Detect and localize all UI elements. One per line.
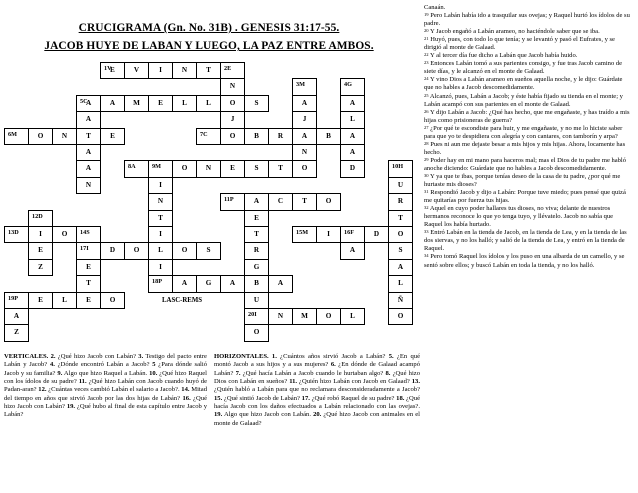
cell-letter: A	[109, 98, 116, 107]
crossword-cell	[28, 210, 53, 227]
cell-letter: N	[301, 148, 308, 156]
crossword-cell	[196, 62, 221, 79]
cell-letter: T	[206, 66, 211, 74]
crossword-cell	[4, 128, 29, 145]
cell-letter: R	[253, 246, 260, 255]
crossword-cell	[148, 193, 173, 210]
cell-letter: I	[159, 180, 162, 189]
cell-letter: L	[182, 98, 187, 107]
verse-paragraph	[424, 253, 633, 269]
verse-paragraph	[424, 52, 633, 60]
cell-letter: S	[254, 164, 259, 173]
crossword-cell	[196, 275, 221, 292]
crossword-cell	[196, 160, 221, 177]
cell-number: 12D	[32, 212, 43, 220]
crossword-cell	[148, 95, 173, 112]
cell-letter: T	[278, 164, 283, 173]
crossword-cell	[196, 128, 221, 145]
crossword-cell	[388, 292, 413, 309]
cell-number: 16F	[344, 229, 354, 236]
crossword-cell	[124, 95, 149, 112]
cell-letter: L	[350, 312, 355, 320]
cell-letter: A	[253, 197, 260, 206]
cell-letter: L	[206, 98, 211, 107]
cell-letter: O	[181, 164, 188, 173]
cell-number: 17I	[80, 245, 89, 253]
cell-number: 6M	[8, 130, 17, 138]
crossword-cell	[76, 95, 101, 112]
verse-number: 27	[424, 124, 429, 130]
crossword-cell	[76, 292, 101, 309]
cell-letter: O	[37, 131, 44, 140]
cell-letter: N	[61, 131, 68, 140]
crossword-cell	[196, 95, 221, 112]
crossword-cell	[100, 128, 125, 145]
crossword-cell	[388, 275, 413, 292]
cell-letter: O	[133, 246, 140, 255]
cell-letter: N	[157, 197, 164, 206]
crossword-cell	[292, 193, 317, 210]
cell-letter: I	[327, 230, 330, 238]
cell-letter: N	[277, 312, 284, 320]
cell-letter: A	[86, 98, 92, 107]
verse-text: Y ya que te ibas, porque tenías deseo de la casa de tu padre, ¿por qué me hurtaste mis dioses?	[424, 172, 621, 189]
verse-number: 30	[424, 172, 429, 178]
verse-text: Respondió Jacob y dijo a Labán: Porque tuve miedo; pues pensé que quizá me quitarías por fuerza tus hijas.	[424, 189, 626, 205]
crossword-cell	[100, 95, 125, 112]
verse-paragraph	[424, 4, 633, 12]
crossword-cell	[52, 292, 77, 309]
verse-paragraph	[424, 205, 633, 229]
cell-letter: T	[86, 131, 91, 140]
cell-letter: O	[109, 295, 116, 304]
cell-letter: Z	[14, 328, 19, 337]
cell-letter: A	[85, 148, 92, 156]
crossword-grid	[4, 62, 414, 342]
cell-letter: O	[229, 131, 236, 140]
cell-letter: A	[349, 246, 356, 255]
cell-letter: G	[205, 279, 212, 288]
cell-letter: O	[397, 312, 404, 320]
cell-letter: J	[302, 115, 307, 124]
crossword-cell	[28, 242, 53, 259]
crossword-cell	[220, 111, 245, 128]
crossword-cell	[340, 78, 365, 95]
cell-letter: D	[109, 246, 116, 255]
cell-letter: O	[325, 312, 332, 320]
crossword-cell	[244, 95, 269, 112]
cell-letter: B	[326, 131, 331, 140]
cell-letter: E	[38, 246, 43, 255]
verse-number: 32	[424, 205, 429, 211]
verse-number: 23	[424, 60, 429, 66]
cell-letter: O	[61, 230, 68, 238]
cell-letter: N	[229, 82, 236, 91]
cell-number: 11P	[224, 196, 234, 204]
crossword-cell	[268, 308, 293, 325]
crossword-cell	[244, 193, 269, 210]
crossword-cell	[28, 128, 53, 145]
crossword-cell	[4, 324, 29, 341]
cell-letter: A	[301, 98, 308, 107]
crossword-cell	[76, 275, 101, 292]
cell-letter: N	[85, 180, 92, 189]
crossword-cell	[364, 226, 389, 243]
verse-text: Y dijo Labán a Jacob: ¿Qué has hecho, que me engañaste, y has traído a mis hijas como prisioneras de guerra?	[424, 108, 630, 124]
crossword-cell	[292, 128, 317, 145]
cell-letter: E	[110, 131, 115, 140]
verse-paragraph	[424, 60, 633, 76]
cell-letter: R	[277, 131, 284, 140]
crossword-cell	[220, 275, 245, 292]
crossword-cell	[340, 308, 365, 325]
cell-letter: E	[110, 66, 115, 74]
verse-number: 26	[424, 108, 429, 114]
verse-number: 25	[424, 92, 429, 98]
crossword-cell	[340, 226, 365, 243]
crossword-cell	[124, 62, 149, 79]
cell-letter: A	[181, 279, 188, 288]
crossword-cell	[148, 177, 173, 194]
crossword-cell	[268, 275, 293, 292]
cell-letter: S	[206, 246, 211, 255]
verse-text: Y vino Dios a Labán arameo en sueños aquella noche, y le dijo: Guárdate que no hables a Jacob descomedidamente.	[424, 76, 623, 92]
crossword-cell	[316, 226, 341, 243]
crossword-cell	[268, 160, 293, 177]
verse-paragraph	[424, 189, 633, 205]
cell-letter: U	[253, 295, 260, 304]
crossword-cell	[244, 308, 269, 325]
cell-letter: A	[85, 164, 92, 173]
verse-text: Pero Labán había ido a trasquilar sus ovejas; y Raquel hurtó los ídolos de su padre.	[424, 12, 630, 28]
verse-text: ¿Por qué te escondiste para huir, y me engañaste, y no me lo hiciste saber para que yo te despidiera con alegría y con cantares, con tamborín y arpa?	[424, 124, 623, 140]
verse-paragraph	[424, 173, 633, 189]
verse-text: Poder hay en mi mano para haceros mal; mas el Dios de tu padre me habló anoche diciendo: Guárdate que no hables a Jacob descomedidamente.	[424, 156, 627, 172]
cell-letter: T	[254, 230, 259, 238]
cell-number: 18P	[152, 278, 162, 286]
crossword-cell	[172, 62, 197, 79]
verse-text: Aquel en cuyo poder hallares tus dioses, no viva; delante de nuestros hermanos reconoce lo que yo tenga tuyo, y llévatelo. Jacob no sabía que Raquel los había hurtado.	[424, 205, 614, 229]
crossword-cell	[340, 242, 365, 259]
cell-letter: L	[350, 115, 355, 124]
cell-number: 19P	[8, 294, 18, 302]
crossword-cell	[388, 177, 413, 194]
verse-paragraph	[424, 12, 633, 28]
crossword-cell	[172, 95, 197, 112]
verse-text: Pues ni aun me dejaste besar a mis hijos y mis hijas. Ahora, locamente has hecho.	[424, 140, 626, 156]
crossword-cell	[244, 160, 269, 177]
verse-text: Alcanzó, pues, Labán a Jacob; y éste había fijado su tienda en el monte; y Labán acampó con sus parientes en el monte de Galaad.	[424, 92, 623, 108]
verse-number: 19	[424, 12, 429, 18]
cell-letter: A	[229, 279, 236, 288]
verse-paragraph	[424, 76, 633, 92]
solution-label: LASC-REMS	[162, 296, 203, 304]
crossword-cell	[388, 242, 413, 259]
verse-paragraph	[424, 93, 633, 109]
cell-letter: B	[254, 131, 259, 140]
crossword-cell	[76, 226, 101, 243]
cell-letter: E	[38, 295, 43, 304]
cell-letter: N	[181, 66, 188, 74]
horizontal-clues: HORIZONTALES. 1. ¿Cuántos años sirvió Jacob a Labán? 5. ¿En qué montó Jacob a sus hijos y a sus mujeres? 6. ¿En dónde de Galaad acampó Labán? 7. ¿Qué hacía Labán a Jacob cuando le hurtaban algo? 8. ¿Qué hizo Dios con Labán en sueños? 11. ¿Quién hizo Labán con Jacob en Galaad? 13. ¿Quién habló a Labán para que no reclamara desconsideradamente a Jacob? 15. ¿Qué sintió Jacob de Labán? 17. ¿Qué robó Raquel de su padre? 18. ¿Qué hacía Jacob con los daños efectuados a Labán relacionado con las ovejas?. 19. Algo que hizo Jacob con Labán. 20. ¿Qué hizo Jacob con animales en el monte de Galaad?	[214, 353, 421, 427]
cell-letter: I	[159, 66, 162, 74]
crossword-cell	[244, 275, 269, 292]
cell-letter: I	[159, 230, 162, 238]
cell-number: 1V	[104, 65, 112, 72]
cell-letter: S	[254, 98, 259, 107]
crossword-cell	[388, 193, 413, 210]
cell-letter: O	[325, 197, 332, 206]
cell-letter: O	[397, 230, 404, 238]
cell-letter: E	[86, 262, 91, 271]
cell-letter: M	[133, 98, 140, 107]
crossword-cell	[28, 259, 53, 276]
crossword-cell	[292, 144, 317, 161]
verse-paragraph	[424, 109, 633, 125]
crossword-cell	[340, 160, 365, 177]
crossword-cell	[76, 144, 101, 161]
crossword-cell	[148, 210, 173, 227]
crossword-cell	[244, 292, 269, 309]
crossword-cell	[148, 226, 173, 243]
verse-number: 29	[424, 156, 429, 162]
cell-letter: I	[39, 230, 42, 238]
crossword-cell	[100, 292, 125, 309]
cell-letter: A	[349, 148, 356, 156]
cell-number: 14S	[80, 229, 90, 236]
crossword-cell	[292, 95, 317, 112]
cell-letter: O	[229, 98, 236, 107]
verse-text: Y Jacob engañó a Labán arameo, no haciéndole saber que se iba.	[428, 28, 600, 36]
crossword-cell	[76, 177, 101, 194]
verse-paragraph	[424, 157, 633, 173]
crossword-cell	[220, 128, 245, 145]
cell-number: 5C	[80, 97, 88, 105]
crossword-cell	[124, 160, 149, 177]
cell-letter: B	[254, 279, 259, 288]
crossword-cell	[220, 95, 245, 112]
crossword-cell	[268, 128, 293, 145]
verse-paragraph	[424, 125, 633, 141]
verse-paragraph	[424, 36, 633, 52]
cell-letter: V	[133, 66, 140, 74]
crossword-cell	[316, 308, 341, 325]
verse-number: 31	[424, 189, 429, 195]
cell-letter: E	[86, 295, 91, 304]
crossword-cell	[316, 193, 341, 210]
cell-letter: D	[373, 230, 380, 238]
verse-text: Entonces Labán tomó a sus parientes consigo, y fue tras Jacob camino de siete días, y le alcanzó en el monte de Galaad.	[424, 60, 623, 76]
crossword-cell	[220, 62, 245, 79]
crossword-cell	[172, 275, 197, 292]
crossword-cell	[28, 292, 53, 309]
cell-number: 9M	[152, 163, 161, 171]
cell-letter: N	[205, 164, 212, 173]
crossword-cell	[76, 259, 101, 276]
crossword-cell	[316, 128, 341, 145]
cell-number: 15M	[296, 229, 309, 236]
cell-letter: A	[277, 279, 284, 288]
verse-number: 22	[424, 52, 429, 58]
crossword-cell	[292, 308, 317, 325]
crossword-cell	[220, 78, 245, 95]
verse-paragraph	[424, 28, 633, 36]
crossword-cell	[148, 242, 173, 259]
verse-number: 34	[424, 253, 429, 259]
cell-number: 3M	[296, 81, 305, 89]
crossword-cell	[52, 226, 77, 243]
vertical-clues: VERTICALES. 2. ¿Qué hizo Jacob con Labán? 3. Testigo del pacto entre Labán y Jacob? 4. ¿Dónde encontró Labán a Jacob? 5 ¿Para dónde salió Jacob y su familia? 9. Algo que hizo Raquel a Labán. 10. ¿Qué hizo Raquel con los ídolos de su padre? 11. ¿Qué hizo Labán con Jacob cuando huyó de Padan-aran? 12. ¿Cuántas veces cambió Labán el salario a Jacob?. 14. Mitad del tiempo en años que sirvió Jacob por las dos hijas de Labán? 16. ¿Qué hizo Jacob con Labán? 19. ¿Qué hubo al final de esta capítulo entre Jacob y Labán?	[4, 353, 208, 419]
cell-letter: A	[13, 312, 20, 320]
cell-number: 8A	[128, 163, 136, 171]
verse-paragraph	[424, 229, 633, 253]
crossword-cell	[76, 128, 101, 145]
verse-text: Y al tercer día fue dicho a Labán que Jacob había huido.	[428, 52, 578, 60]
crossword-cell	[244, 242, 269, 259]
cell-letter: A	[301, 131, 308, 140]
verse-number: 24	[424, 76, 429, 82]
crossword-cell	[388, 226, 413, 243]
cell-letter: C	[277, 197, 284, 206]
cell-letter: A	[349, 131, 356, 140]
crossword-subtitle: JACOB HUYE DE LABAN Y LUEGO, LA PAZ ENTRE AMBOS.	[44, 40, 374, 52]
cell-number: 2E	[224, 65, 232, 72]
cell-letter: L	[158, 246, 163, 255]
crossword-cell	[268, 193, 293, 210]
crossword-cell	[292, 160, 317, 177]
cell-letter: M	[301, 312, 308, 320]
crossword-cell	[244, 128, 269, 145]
crossword-cell	[292, 226, 317, 243]
crossword-cell	[148, 160, 173, 177]
crossword-cell	[220, 160, 245, 177]
cell-letter: S	[398, 246, 403, 255]
crossword-cell	[340, 95, 365, 112]
crossword-cell	[292, 78, 317, 95]
cell-letter: J	[230, 115, 235, 124]
cell-letter: U	[397, 180, 404, 189]
cell-letter: G	[253, 262, 260, 271]
cell-number: 4G	[344, 81, 352, 89]
crossword-cell	[172, 242, 197, 259]
crossword-cell	[340, 128, 365, 145]
cell-letter: T	[158, 213, 163, 222]
crossword-title: CRUCIGRAMA (Gn. No. 31B) . GENESIS 31:17-55.	[78, 22, 340, 34]
crossword-cell	[76, 242, 101, 259]
crossword-cell	[196, 242, 221, 259]
cell-letter: E	[254, 213, 259, 222]
cell-letter: R	[397, 197, 404, 206]
crossword-cell	[124, 242, 149, 259]
cell-letter: A	[397, 262, 404, 271]
cell-letter: O	[301, 164, 308, 173]
crossword-cell	[52, 128, 77, 145]
cell-letter: A	[85, 115, 92, 124]
crossword-cell	[340, 144, 365, 161]
crossword-cell	[4, 308, 29, 325]
cell-letter: T	[398, 213, 403, 222]
crossword-cell	[28, 226, 53, 243]
crossword-cell	[4, 292, 29, 309]
cell-letter: T	[86, 279, 91, 288]
cell-letter: T	[302, 197, 307, 206]
crossword-cell	[76, 160, 101, 177]
crossword-cell	[244, 210, 269, 227]
verse-text: Entró Labán en la tienda de Jacob, en la tienda de Lea, y en la tienda de las dos siervas, y no los halló; y salió de la tienda de Lea, y entró en la tienda de Raquel.	[424, 229, 627, 253]
crossword-cell	[244, 324, 269, 341]
crossword-cell	[100, 62, 125, 79]
cell-letter: A	[349, 98, 356, 107]
cell-letter: D	[349, 164, 356, 173]
cell-letter: Ñ	[397, 295, 404, 304]
cell-letter: Z	[38, 262, 43, 271]
crossword-cell	[388, 259, 413, 276]
crossword-cell	[388, 308, 413, 325]
cell-letter: I	[159, 262, 162, 271]
verse-text: Canaán.	[424, 4, 446, 11]
verse-number: 33	[424, 229, 429, 235]
verse-number: 20	[424, 28, 429, 34]
verse-number: 21	[424, 36, 429, 42]
cell-letter: L	[62, 295, 67, 304]
crossword-cell	[4, 226, 29, 243]
crossword-cell	[172, 160, 197, 177]
crossword-cell	[244, 259, 269, 276]
crossword-cell	[388, 160, 413, 177]
cell-letter: L	[398, 279, 403, 288]
cell-number: 20I	[248, 311, 257, 318]
verse-text: Pero tomó Raquel los ídolos y los puso en una albarda de un camello, y se sentó sobre ellos; y buscó Labán en toda la tienda, y no los halló.	[424, 253, 625, 269]
verse-paragraph	[424, 141, 633, 157]
crossword-cell	[100, 242, 125, 259]
crossword-cell	[148, 62, 173, 79]
cell-number: 7C	[200, 130, 208, 138]
cell-number: 13D	[8, 229, 19, 236]
verse-number: 28	[424, 140, 429, 146]
crossword-cell	[76, 111, 101, 128]
crossword-cell	[148, 259, 173, 276]
verse-text: Huyó, pues, con todo lo que tenía; y se levantó y pasó el Eufrates, y se dirigió al monte de Galaad.	[424, 36, 615, 52]
crossword-cell	[220, 193, 245, 210]
crossword-cell	[292, 111, 317, 128]
cell-letter: E	[158, 98, 163, 107]
cell-letter: O	[253, 328, 260, 337]
cell-letter: O	[181, 246, 188, 255]
cell-letter: E	[230, 164, 235, 173]
bible-text-column	[424, 4, 633, 270]
crossword-cell	[148, 275, 173, 292]
crossword-cell	[244, 226, 269, 243]
crossword-cell	[388, 210, 413, 227]
crossword-cell	[340, 111, 365, 128]
cell-number: 10H	[392, 163, 404, 171]
